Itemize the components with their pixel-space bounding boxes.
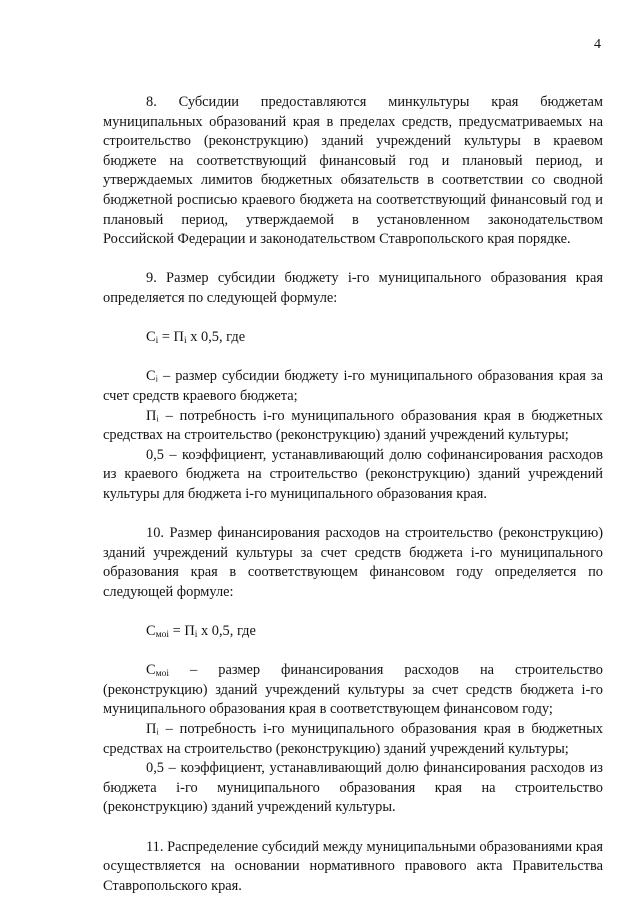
definition-cmoi-symbol: C	[146, 662, 156, 679]
formula2-rest: x 0,5, где	[197, 623, 256, 640]
formula-eq: = П	[158, 329, 184, 346]
definition-cmoi	[103, 661, 603, 720]
formula-rest: x 0,5, где	[186, 329, 246, 346]
formula-lhs-sub: i	[155, 336, 159, 347]
formula2-lhs-sub: моi	[155, 630, 170, 641]
formula-financing	[146, 622, 603, 642]
page-number: 4	[594, 37, 601, 52]
paragraph-9: 9. Размер субсидии бюджету i-го муниципального образования края определяется по следующей формуле:	[103, 270, 603, 306]
formula2-rhs-sub: i	[194, 630, 198, 641]
document-body	[103, 93, 603, 896]
formula-subsidy	[146, 328, 603, 348]
definition-ci: Cᵢ – размер субсидии бюджету i-го муниципального образования края за счет средств краевого бюджета;	[103, 368, 603, 404]
definition-cmoi-sub: моi	[155, 669, 170, 680]
formula-lhs: C	[146, 329, 156, 346]
paragraph-11: 11. Распределение субсидий между муниципальными образованиями края осуществляется на основании нормативного правового акта Правительства Ставропольского края.	[103, 838, 603, 894]
formula-rhs-sub: i	[183, 336, 187, 347]
formula2-lhs: C	[146, 623, 156, 640]
definition-pi-2: Пᵢ – потребность i-го муниципального образования края в бюджетных средствах на строительство (реконструкцию) зданий учреждений культуры;	[103, 721, 603, 757]
definition-coefficient-2: 0,5 – коэффициент, устанавливающий долю финансирования расходов из бюджета i-го муниципального образования края на строительство (реконструкцию) зданий учреждений культуры.	[103, 760, 603, 816]
formula2-eq: = П	[169, 623, 195, 640]
paragraph-8: 8. Субсидии предоставляются минкультуры края бюджетам муниципальных образований края в пределах средств, предусматриваемых на строительство (реконструкцию) зданий учреждений культуры в краевом бюджете на соответствующий финансовый год и плановый период, и утверждаемых лимитов бюджетных обязательств в соответствии со сводной бюджетной росписью краевого бюджета на соответствующий финансовый год и плановый период, утверждаемой в установленном законодательством Российской Федерации и законодательством Ставропольского края порядке.	[103, 94, 603, 248]
definition-pi: Пᵢ – потребность i-го муниципального образования края в бюджетных средствах на строительство (реконструкцию) зданий учреждений культуры;	[103, 407, 603, 444]
paragraph-10: 10. Размер финансирования расходов на строительство (реконструкцию) зданий учреждений культуры за счет средств бюджета i-го муниципального образования края в соответствующем финансовом году определяется по следующей формуле:	[103, 525, 603, 600]
definition-cmoi-text: – размер финансирования расходов на строительство (реконструкцию) зданий учреждений культуры за счет средств бюджета i-го муниципального образования края в соответствующем финансовом году;	[103, 662, 603, 718]
definition-coefficient: 0,5 – коэффициент, устанавливающий долю софинансирования расходов из краевого бюджета на строительство (реконструкцию) зданий учреждений культуры для бюджета i-го муниципального образования края.	[103, 446, 603, 502]
